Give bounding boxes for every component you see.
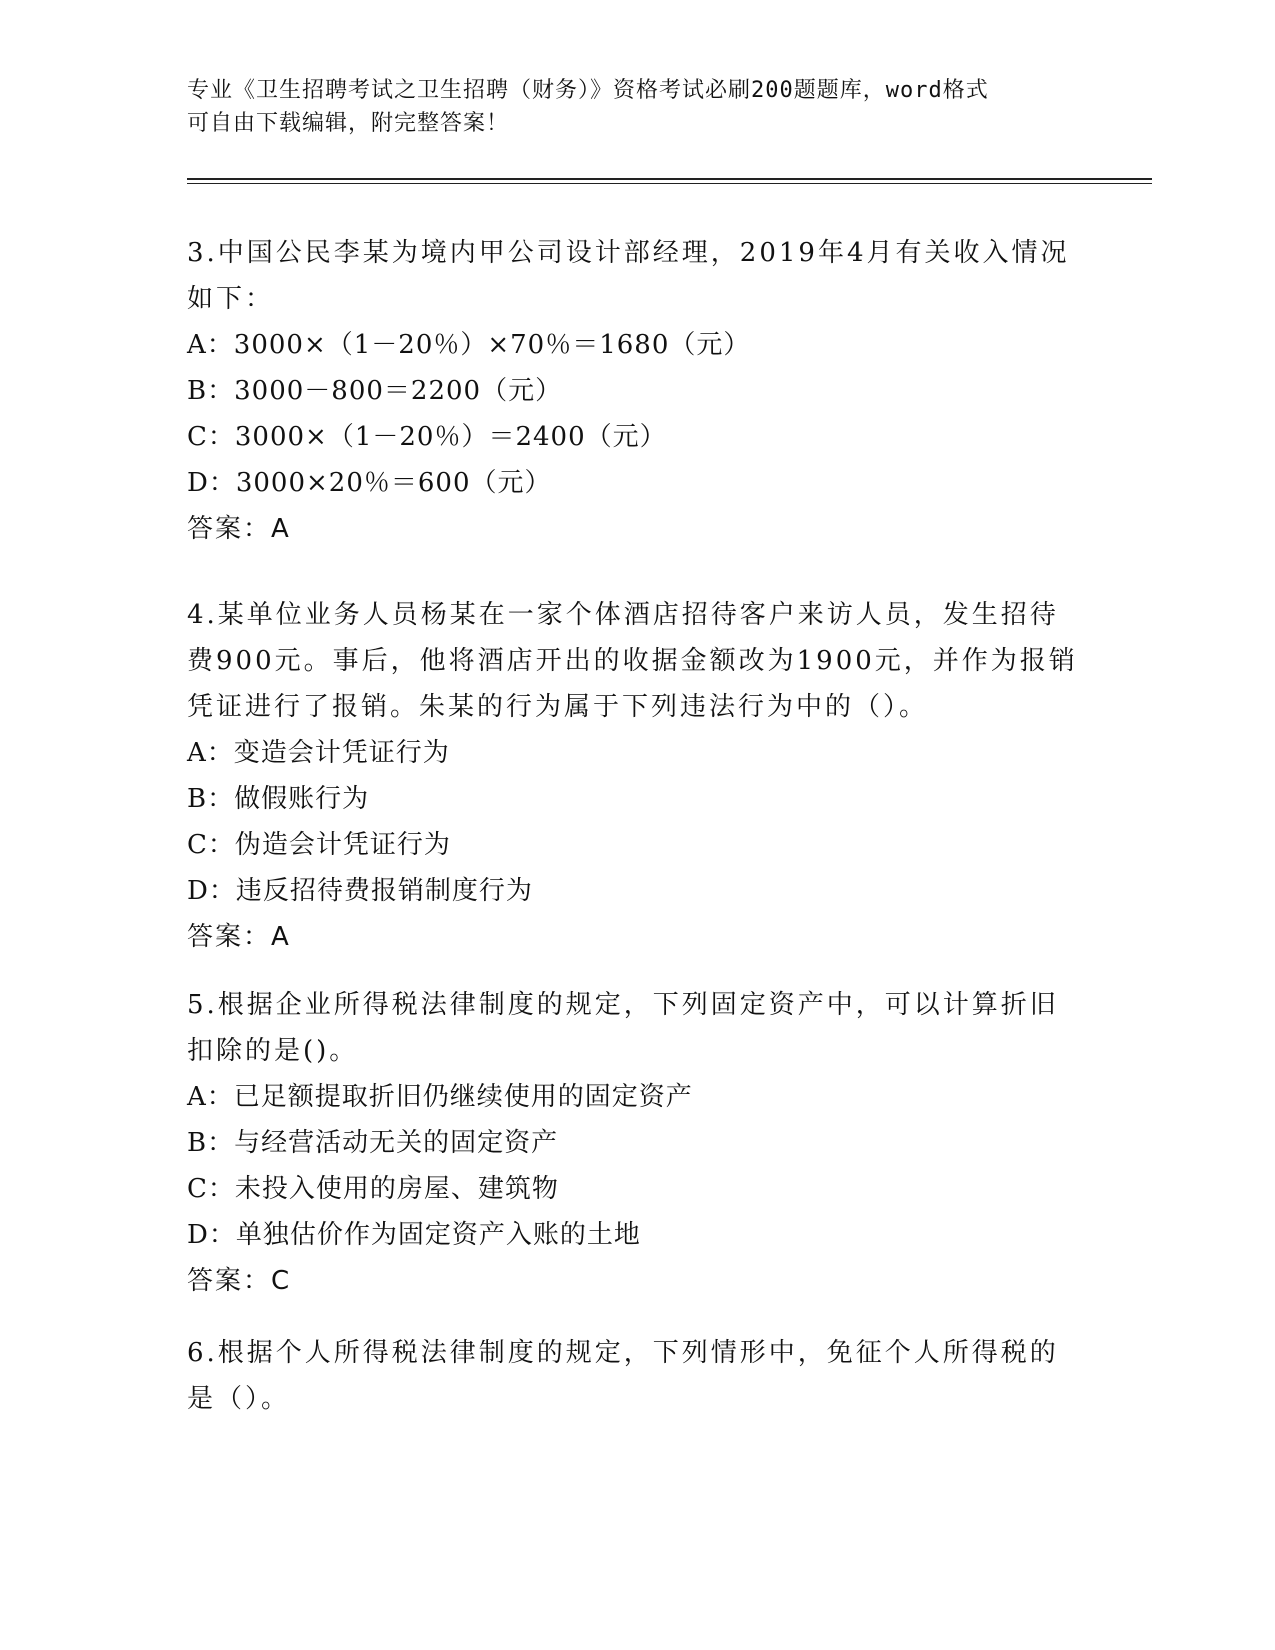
option-d: D：单独估价作为固定资产入账的土地 — [187, 1220, 641, 1250]
question-5 — [187, 982, 1077, 1304]
header-line-1: 专业《卫生招聘考试之卫生招聘（财务）》资格考试必刷200题题库，word格式 — [187, 78, 989, 103]
question-4 — [187, 592, 1077, 960]
answer-text: 答案：A — [187, 922, 291, 952]
question-stem-line: 扣除的是()。 — [187, 1036, 359, 1066]
option-b: B：与经营活动无关的固定资产 — [187, 1128, 559, 1158]
option-c: C：3000×（1－20％）＝2400（元） — [187, 422, 667, 452]
option-b: B：做假账行为 — [187, 784, 370, 814]
header-line-2: 可自由下载编辑，附完整答案！ — [187, 111, 510, 136]
header-divider-thin — [187, 183, 1152, 184]
header-divider-thick — [187, 178, 1152, 180]
question-6 — [187, 1330, 1077, 1422]
question-stem-line: 凭证进行了报销。朱某的行为属于下列违法行为中的（）。 — [187, 692, 929, 722]
question-3 — [187, 230, 1077, 552]
question-stem-line: 如下： — [187, 284, 275, 314]
question-stem-line: 3.中国公民李某为境内甲公司设计部经理，2019年4月有关收入情况 — [187, 238, 1070, 268]
question-stem-line: 是（）。 — [187, 1384, 291, 1414]
question-stem-line: 4.某单位业务人员杨某在一家个体酒店招待客户来访人员，发生招待 — [187, 600, 1059, 630]
option-a: A：3000×（1－20％）×70％＝1680（元） — [187, 330, 751, 360]
option-d: D：违反招待费报销制度行为 — [187, 876, 533, 906]
option-c: C：未投入使用的房屋、建筑物 — [187, 1174, 559, 1204]
answer-text: 答案：A — [187, 514, 291, 544]
option-c: C：伪造会计凭证行为 — [187, 830, 451, 860]
document-header — [187, 74, 1067, 140]
option-d: D：3000×20％＝600（元） — [187, 468, 552, 498]
answer-text: 答案：C — [187, 1266, 292, 1296]
question-stem-line: 费900元。事后，他将酒店开出的收据金额改为1900元，并作为报销 — [187, 646, 1078, 676]
option-b: B：3000－800＝2200（元） — [187, 376, 563, 406]
question-stem-line: 5.根据企业所得税法律制度的规定，下列固定资产中，可以计算折旧 — [187, 990, 1059, 1020]
option-a: A：已足额提取折旧仍继续使用的固定资产 — [187, 1082, 693, 1112]
question-stem-line: 6.根据个人所得税法律制度的规定，下列情形中，免征个人所得税的 — [187, 1338, 1059, 1368]
option-a: A：变造会计凭证行为 — [187, 738, 450, 768]
